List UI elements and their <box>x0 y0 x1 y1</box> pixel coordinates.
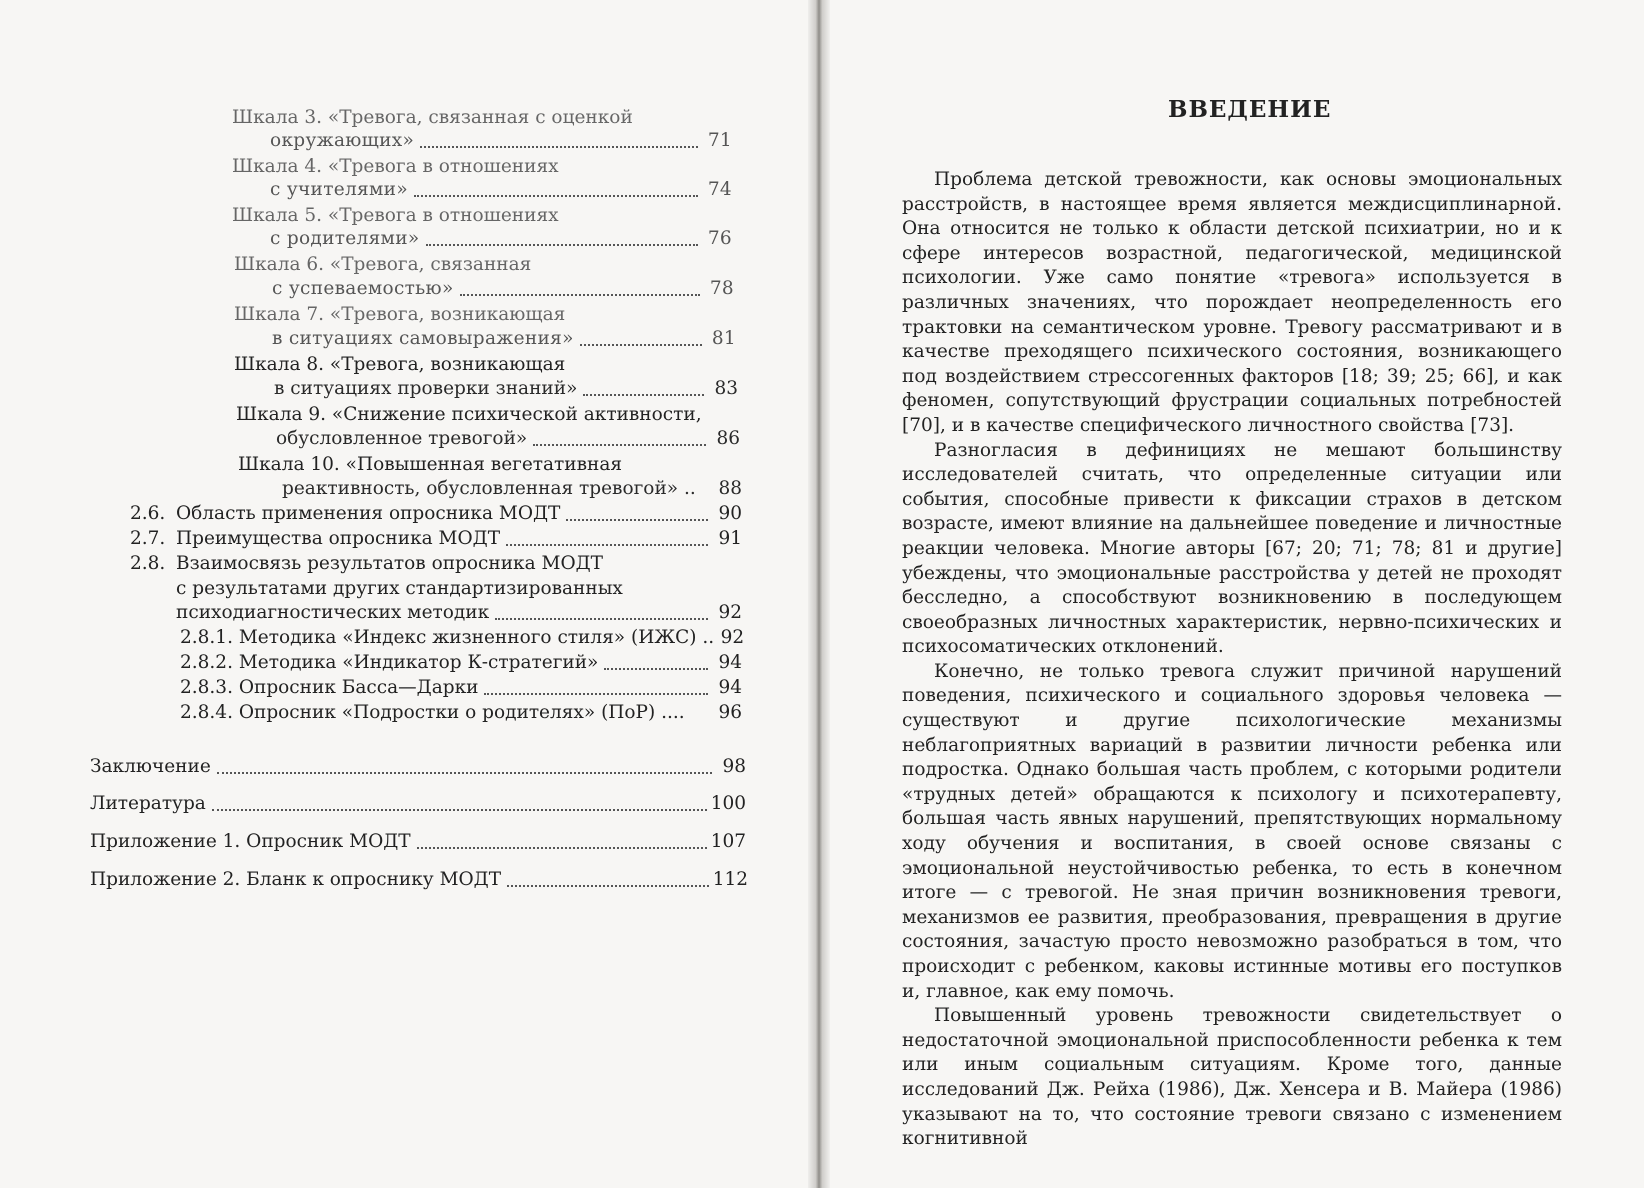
intro-paragraph-4: Повышенный уровень тревожности свидетельствует о недостаточной эмоциональной приспособленности ребенка к тем или иным социальным ситуациям. Кроме того, данные исследований Дж. Рейха (1986), Дж. Хенсера и В. Майера (1986) указывают на то, что состояние тревоги связано с изменением когнитивной <box>902 1005 1562 1150</box>
toc-scale-7-line1: Шкала 7. «Тревога, возникающая <box>234 304 566 325</box>
intro-body <box>902 168 1562 1152</box>
toc-page-number: 76 <box>707 228 732 249</box>
dot-leader <box>604 667 708 670</box>
toc-section-title-line1: Взаимосвязь результатов опросника МОДТ <box>176 553 604 574</box>
toc-page-number: 112 <box>712 869 748 890</box>
toc-scale-3-line1: Шкала 3. «Тревога, связанная с оценкой <box>232 107 633 128</box>
toc-chapter-title: Заключение <box>90 756 211 777</box>
toc-entry-2-7[interactable] <box>130 527 742 551</box>
toc-page-number: 78 <box>709 278 734 299</box>
toc-scale-9-line1: Шкала 9. «Снижение психической активности, <box>236 404 702 425</box>
dot-leader <box>426 243 699 246</box>
dot-leader <box>212 808 707 811</box>
toc-page-number: 74 <box>707 179 732 200</box>
toc-entry-scale-3[interactable] <box>270 129 732 153</box>
dot-leader <box>583 393 704 396</box>
toc-entry-2-8-head[interactable] <box>130 552 603 576</box>
toc-section-number: 2.6. <box>130 503 166 524</box>
toc-entry-2-8-2[interactable] <box>180 651 742 675</box>
toc-entry-2-8-4[interactable] <box>180 701 742 725</box>
dot-leader <box>495 617 708 620</box>
toc-scale-10-line2: реактивность, обусловленная тревогой» .. <box>282 478 696 499</box>
toc-subsection-title: 2.8.1. Методика «Индекс жизненного стиля» (ИЖС) .. <box>180 627 715 648</box>
toc-entry-appendix-1[interactable] <box>90 830 746 854</box>
toc-scale-6-line1: Шкала 6. «Тревога, связанная <box>234 254 532 275</box>
toc-section-title: Область применения опросника МОДТ <box>176 503 561 524</box>
toc-scale-10-line1: Шкала 10. «Повышенная вегетативная <box>238 454 623 475</box>
toc-subsection-title: 2.8.3. Опросник Басса—Дарки <box>180 677 479 698</box>
dot-leader <box>566 518 708 521</box>
toc-scale-4-line2: с учителями» <box>270 179 408 200</box>
toc-page-number: 94 <box>718 677 742 698</box>
toc-page-number: 71 <box>707 130 732 151</box>
dot-leader <box>217 771 712 774</box>
toc-scale-5-line2: с родителями» <box>270 228 420 249</box>
toc-scale-9-line2: обусловленное тревогой» <box>276 428 528 449</box>
toc-page-number: 96 <box>718 702 742 723</box>
toc-scale-4-line1: Шкала 4. «Тревога в отношениях <box>232 156 559 177</box>
toc-page-number: 88 <box>718 478 742 499</box>
book-gutter <box>808 0 830 1188</box>
toc-entry-scale-6[interactable] <box>272 277 734 301</box>
toc-scale-8-line1: Шкала 8. «Тревога, возникающая <box>234 354 566 375</box>
toc-scale-6-line2: с успеваемостью» <box>272 278 454 299</box>
dot-leader <box>533 443 706 446</box>
toc-entry-2-8[interactable] <box>176 601 742 625</box>
dot-leader <box>484 692 708 695</box>
toc-section-number: 2.8. <box>130 553 166 574</box>
toc-chapter-title: Приложение 2. Бланк к опроснику МОДТ <box>90 869 502 890</box>
toc-scale-8-line2: в ситуациях проверки знаний» <box>274 378 578 399</box>
toc-entry-scale-9[interactable] <box>276 427 740 451</box>
dot-leader <box>580 343 702 346</box>
toc-entry-literature[interactable] <box>90 792 746 816</box>
toc-page-number: 86 <box>716 428 740 449</box>
intro-paragraph-2: Разногласия в дефинициях не мешают большинству исследователей считать, что определенные ситуации или события, способные привести к фиксации страхов в детском возрасте, имеют влияние на дальнейшее поведение и личностные реакции человека. Многие авторы [67; 20; 71; 78; 81 и другие] убеждены, что эмоциональные расстройства у детей не проходят бесследно, а способствуют возникновению в последующем своеобразных личностных характеристик, нервно-психических и психосоматических отклонений. <box>902 439 1562 658</box>
toc-entry-2-8-1[interactable] <box>180 626 745 650</box>
toc-entry-2-6[interactable] <box>130 502 742 526</box>
toc-page-number: 107 <box>710 831 746 852</box>
dot-leader <box>506 543 708 546</box>
intro-heading: ВВЕДЕНИЕ <box>1168 96 1332 123</box>
dot-leader <box>460 293 700 296</box>
toc-page-number: 100 <box>710 793 746 814</box>
toc-scale-7-line2: в ситуациях самовыражения» <box>272 328 574 349</box>
left-page-toc <box>0 0 808 1188</box>
toc-entry-appendix-2[interactable] <box>90 868 748 892</box>
dot-leader <box>417 846 707 849</box>
toc-entry-scale-10[interactable] <box>282 477 742 501</box>
toc-chapter-title: Приложение 1. Опросник МОДТ <box>90 831 411 852</box>
toc-entry-scale-4[interactable] <box>270 178 732 202</box>
toc-section-title-line2: с результатами других стандартизированных <box>176 578 623 599</box>
intro-paragraph-3: Конечно, не только тревога служит причиной нарушений поведения, психического и социального здоровья человека — существуют и другие психологические механизмы неблагоприятных вариаций в развитии личности ребенка или подростка. Однако большая часть проблем, с которыми родители «трудных детей» обращаются к психологу и психотерапевту, большая часть явных нарушений, препятствующих нормальному ходу обучения и воспитания, в своей основе связаны с эмоциональной неустойчивостью ребенка, то есть в конечном итоге — с тревогой. Не зная причин возникновения тревоги, механизмов ее развития, преобразования, превращения в другие состояния, зачастую просто невозможно разобраться в том, что происходит с ребенком, каковы истинные мотивы его поступков и, главное, как ему помочь. <box>902 660 1562 1002</box>
toc-scale-3-line2: окружающих» <box>270 130 415 151</box>
toc-section-number: 2.7. <box>130 528 166 549</box>
toc-entry-scale-5[interactable] <box>270 227 732 251</box>
toc-page-number: 83 <box>714 378 738 399</box>
toc-scale-5-line1: Шкала 5. «Тревога в отношениях <box>232 205 559 226</box>
dot-leader <box>420 145 698 148</box>
toc-page-number: 98 <box>722 756 746 777</box>
toc-page-number: 92 <box>718 602 742 623</box>
toc-entry-2-8-3[interactable] <box>180 676 742 700</box>
toc-page-number: 94 <box>718 652 742 673</box>
toc-page-number: 90 <box>718 503 742 524</box>
intro-paragraph-1: Проблема детской тревожности, как основы эмоциональных расстройств, в настоящее время является междисциплинарной. Она относится не только к области детской психиатрии, но и к сфере интересов возрастной, педагогической, медицинской психологии. Уже само понятие «тревога» используется в различных значениях, что порождает неопределенность его трактовки на семантическом уровне. Тревогу рассматривают и в качестве преходящего психического состояния, возникающего под воздействием стрессогенных факторов [18; 39; 25; 66], и как феномен, сопутствующий фрустрации социальных потребностей [70], и в качестве специфического личностного свойства [73]. <box>902 169 1562 436</box>
toc-page-number: 81 <box>711 328 736 349</box>
toc-subsection-title: 2.8.2. Методика «Индикатор К-стратегий» <box>180 652 599 673</box>
right-page-introduction <box>830 0 1644 1188</box>
dot-leader <box>507 884 709 887</box>
dot-leader <box>414 194 698 197</box>
toc-entry-scale-8[interactable] <box>274 377 738 401</box>
toc-page-number: 91 <box>718 528 742 549</box>
toc-chapter-title: Литература <box>90 793 206 814</box>
toc-entry-conclusion[interactable] <box>90 755 746 779</box>
toc-subsection-title: 2.8.4. Опросник «Подростки о родителях» (ПоР) .... <box>180 702 685 723</box>
toc-entry-scale-7[interactable] <box>272 327 736 351</box>
toc-section-title: Преимущества опросника МОДТ <box>176 528 501 549</box>
toc-section-title-line3: психодиагностических методик <box>176 602 490 623</box>
toc-page-number: 92 <box>720 627 745 648</box>
